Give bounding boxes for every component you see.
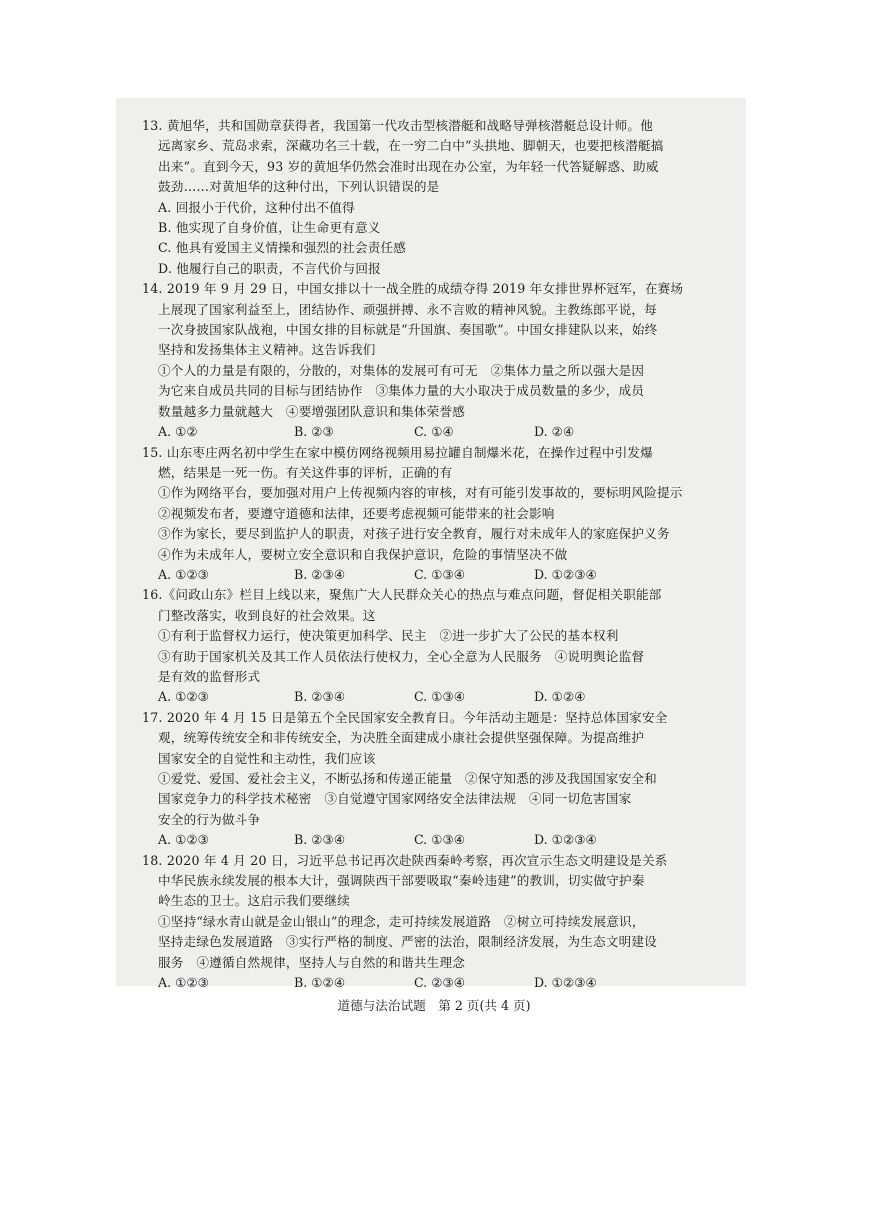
- answer-choices: [142, 973, 726, 993]
- question-17: [142, 708, 726, 851]
- choice-d: D. ②④: [534, 424, 575, 440]
- choice-a: A. ①②③: [158, 832, 209, 848]
- choice-b: B. ②③④: [294, 566, 346, 582]
- choice-d: D. ①②③④: [534, 832, 597, 848]
- option-a: A. 回报小于代价，这种付出不值得: [158, 199, 355, 215]
- question-stem-line: 门整改落实，收到良好的社会效果。这: [158, 607, 376, 623]
- question-stem-line: 中华民族永续发展的根本大计，强调陕西干部要吸取“秦岭违建”的教训，切实做守护秦: [158, 873, 645, 889]
- choice-b: B. ②③: [294, 424, 334, 440]
- statement-line: 国家竞争力的科学技术秘密 ③自觉遵守国家网络安全法律法规 ④同一切危害国家: [158, 791, 632, 807]
- question-16: [142, 585, 726, 707]
- answer-choices: [142, 687, 726, 707]
- question-stem-line: 燃，结果是一死一伤。有关这件事的评析，正确的有: [158, 464, 453, 480]
- choice-d: D. ①②④: [534, 689, 586, 705]
- option-d: D. 他履行自己的职责，不言代价与回报: [158, 260, 381, 276]
- question-stem-line: 18. 2020 年 4 月 20 日，习近平总书记再次赴陕西秦岭考察，再次宣示生态文明建设是关系: [142, 852, 668, 868]
- option-b: B. 他实现了自身价值，让生命更有意义: [158, 220, 381, 236]
- choice-a: A. ①②③: [158, 975, 209, 991]
- statement-line: ②视频发布者，要遵守道德和法律，还要考虑视频可能带来的社会影响: [158, 505, 555, 521]
- question-stem-line: 17. 2020 年 4 月 15 日是第五个全民国家安全教育日。今年活动主题是：坚持总体国家安全: [142, 709, 668, 725]
- answer-choices: [142, 422, 726, 442]
- question-stem-line: 岭生态的卫士。这启示我们要继续: [158, 893, 350, 909]
- question-stem-line: 一次身披国家队战袍，中国女排的目标就是“升国旗、奏国歌”。中国女排建队以来，始终: [158, 322, 658, 338]
- question-stem-line: 13. 黄旭华，共和国勋章获得者，我国第一代攻击型核潜艇和战略导弹核潜艇总设计师。他: [142, 118, 653, 133]
- answer-choices: [142, 830, 726, 850]
- statement-line: 安全的行为做斗争: [158, 811, 261, 827]
- answer-choices: [142, 565, 726, 585]
- statement-line: ①坚持“绿水青山就是金山银山”的理念，走可持续发展道路 ②树立可持续发展意识，: [158, 913, 645, 929]
- question-stem-line: 上展现了国家利益至上，团结协作、顽强拼搏、永不言败的精神风貌。主教练郎平说，每: [158, 301, 657, 317]
- choice-a: A. ①②: [158, 424, 198, 440]
- option-c: C. 他具有爱国主义情操和强烈的社会责任感: [158, 240, 407, 256]
- statement-line: 坚持走绿色发展道路 ③实行严格的制度、严密的法治，限制经济发展，为生态文明建设: [158, 934, 657, 950]
- statement-line: 为它来自成员共同的目标与团结协作 ③集体力量的大小取决于成员数量的多少，成员: [158, 383, 645, 399]
- question-stem-line: 16.《问政山东》栏目上线以来，聚焦广大人民群众关心的热点与难点问题，督促相关职能部: [142, 587, 662, 603]
- choice-c: C. ①③④: [414, 832, 466, 848]
- choice-b: B. ②③④: [294, 832, 346, 848]
- choice-d: D. ①②③④: [534, 566, 597, 582]
- choice-a: A. ①②③: [158, 566, 209, 582]
- statement-line: ①个人的力量是有限的，分散的，对集体的发展可有可无 ②集体力量之所以强大是因: [158, 362, 645, 378]
- question-15: [142, 443, 726, 586]
- statement-line: ③作为家长，要尽到监护人的职责，对孩子进行安全教育，履行对未成年人的家庭保护义务: [158, 526, 670, 542]
- question-stem-line: 观，统筹传统安全和非传统安全，为决胜全面建成小康社会提供坚强保障。为提高维护: [158, 730, 645, 746]
- question-14: [142, 279, 726, 442]
- statement-line: ③有助于国家机关及其工作人员依法行使权力，全心全意为人民服务 ④说明舆论监督: [158, 648, 645, 664]
- choice-c: C. ②③④: [414, 975, 466, 991]
- scanned-exam-page: [116, 98, 746, 1014]
- choice-b: B. ①②④: [294, 975, 346, 991]
- choice-c: C. ①③④: [414, 566, 466, 582]
- choice-d: D. ①②③④: [534, 975, 597, 991]
- statement-line: ①有利于监督权力运行，使决策更加科学、民主 ②进一步扩大了公民的基本权利: [158, 628, 619, 644]
- statement-line: 是有效的监督形式: [158, 668, 261, 684]
- statement-line: 服务 ④遵循自然规律，坚持人与自然的和谐共生理念: [158, 954, 466, 970]
- question-stem-line: 15. 山东枣庄两名初中学生在家中模仿网络视频用易拉罐自制爆米花，在操作过程中引发爆: [142, 444, 653, 460]
- statement-line: ①爱党、爱国、爱社会主义，不断弘扬和传递正能量 ②保守知悉的涉及我国国家安全和: [158, 771, 657, 786]
- statement-line: ①作为网络平台，要加强对用户上传视频内容的审核，对有可能引发事故的，要标明风险提示: [158, 485, 683, 501]
- statement-line: 数量越多力量就越大 ④要增强团队意识和集体荣誉感: [158, 403, 466, 419]
- question-stem-line: 14. 2019 年 9 月 29 日，中国女排以十一战全胜的成绩夺得 2019 年女排世界杯冠军，在赛场: [142, 281, 684, 297]
- question-13: [142, 116, 726, 279]
- question-stem-line: 远离家乡、荒岛求索，深藏功名三十载，在一穷二白中“头拱地、脚朝天，也要把核潜艇搞: [158, 138, 664, 154]
- choice-b: B. ②③④: [294, 689, 346, 705]
- question-stem-line: 鼓劲……对黄旭华的这种付出，下列认识错误的是: [158, 179, 440, 195]
- choice-a: A. ①②③: [158, 689, 209, 705]
- statement-line: ④作为未成年人，要树立安全意识和自我保护意识，危险的事情坚决不做: [158, 546, 568, 562]
- question-stem-line: 国家安全的自觉性和主动性，我们应该: [158, 750, 376, 766]
- page-footer: 道德与法治试题 第 2 页(共 4 页): [337, 998, 531, 1014]
- choice-c: C. ①③④: [414, 689, 466, 705]
- choice-c: C. ①④: [414, 424, 454, 440]
- question-18: [142, 851, 726, 994]
- question-stem-line: 出来”。直到今天，93 岁的黄旭华仍然会准时出现在办公室，为年轻一代答疑解惑、助威: [158, 158, 659, 174]
- question-stem-line: 坚持和发扬集体主义精神。这告诉我们: [158, 342, 376, 358]
